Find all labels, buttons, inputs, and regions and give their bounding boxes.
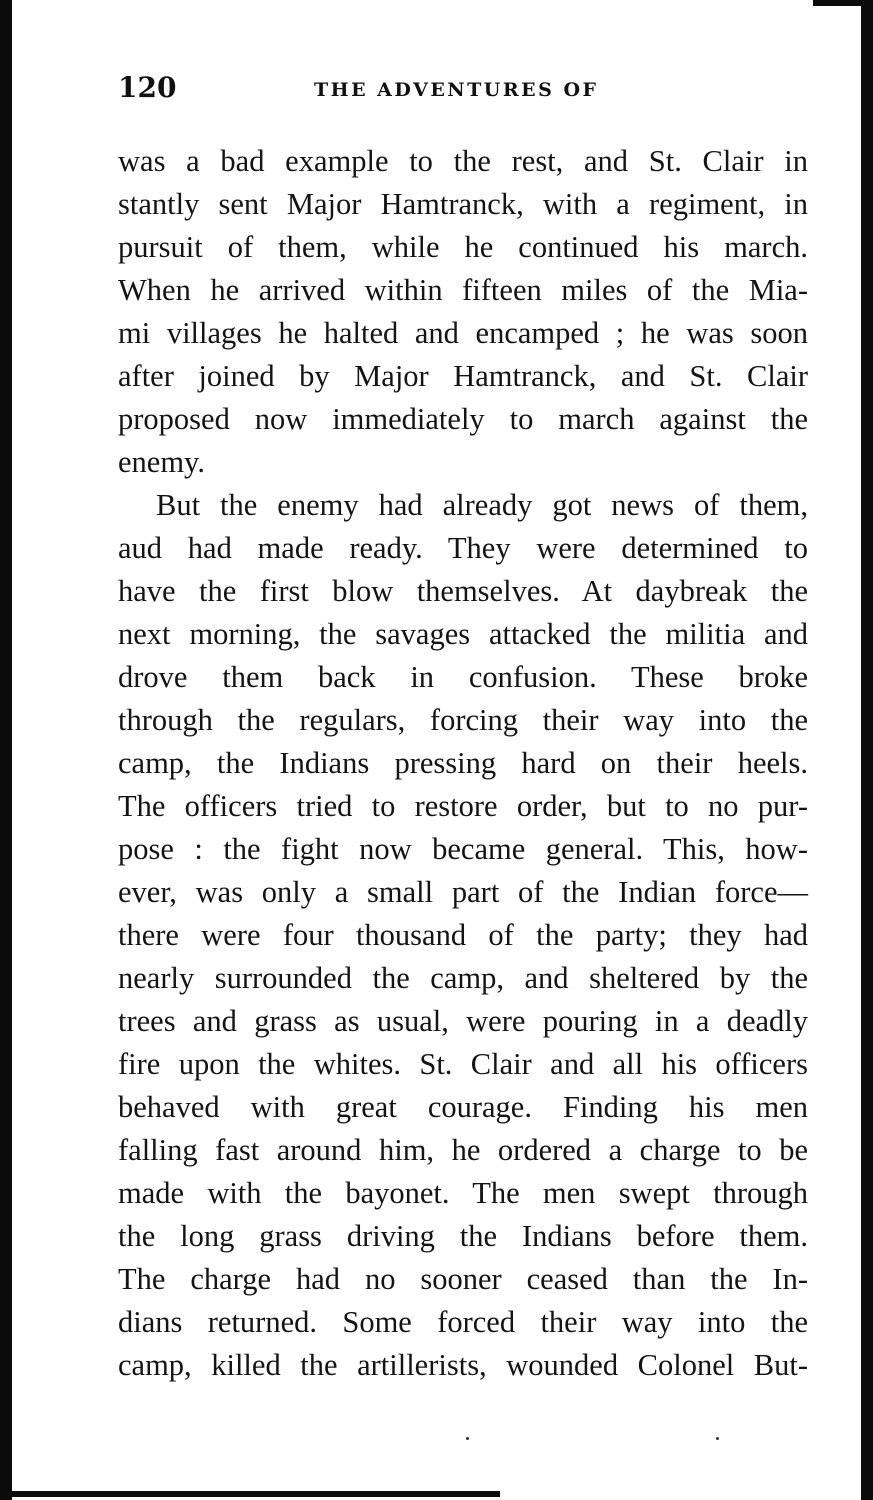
text-line: fire upon the whites. St. Clair and all his officers	[118, 1047, 808, 1081]
text-line: behaved with great courage. Finding his men	[118, 1090, 808, 1124]
text-line: ever, was only a small part of the Indian force—	[118, 875, 808, 909]
scan-border-right	[861, 0, 873, 1500]
text-line: aud had made ready. They were determined to	[118, 531, 808, 565]
text-line: camp, killed the artillerists, wounded Colonel But-	[118, 1348, 808, 1382]
text-line: was a bad example to the rest, and St. Clair in	[118, 144, 808, 178]
text-line: pose : the fight now became general. This, how-	[118, 832, 808, 866]
running-head: THE ADVENTURES OF	[314, 79, 599, 101]
text-line: there were four thousand of the party; they had	[118, 918, 808, 952]
body-text	[118, 140, 808, 1387]
scan-border-top-right	[813, 0, 873, 6]
text-line: mi villages he halted and encamped ; he was soon	[118, 316, 808, 350]
text-line: pursuit of them, while he continued his march.	[118, 230, 808, 264]
text-line: falling fast around him, he ordered a charge to be	[118, 1133, 808, 1167]
page-header	[118, 68, 808, 108]
scan-speck	[716, 1437, 719, 1440]
text-line: the long grass driving the Indians before them.	[118, 1219, 808, 1253]
text-line: have the first blow themselves. At daybreak the	[118, 574, 808, 608]
text-line: after joined by Major Hamtranck, and St. Clair	[118, 359, 808, 393]
text-line: The officers tried to restore order, but to no pur-	[118, 789, 808, 823]
text-line: next morning, the savages attacked the militia and	[118, 617, 808, 651]
text-line: trees and grass as usual, were pouring in a deadly	[118, 1004, 808, 1038]
text-line: proposed now immediately to march against the	[118, 402, 808, 436]
scan-border-left	[0, 0, 12, 1500]
text-line: dians returned. Some forced their way into the	[118, 1305, 808, 1339]
text-line: drove them back in confusion. These broke	[118, 660, 808, 694]
text-line: When he arrived within fifteen miles of the Mia-	[118, 273, 808, 307]
scan-border-bottom	[0, 1491, 500, 1497]
text-line: camp, the Indians pressing hard on their heels.	[118, 746, 808, 780]
scan-speck	[466, 1437, 469, 1440]
page-number: 120	[118, 71, 177, 104]
text-line: enemy.	[118, 445, 205, 479]
text-line: through the regulars, forcing their way into the	[118, 703, 808, 737]
text-line: stantly sent Major Hamtranck, with a regiment, in	[118, 187, 808, 221]
text-line: made with the bayonet. The men swept through	[118, 1176, 808, 1210]
text-line: But the enemy had already got news of them,	[156, 488, 808, 522]
text-line: The charge had no sooner ceased than the In-	[118, 1262, 808, 1296]
text-line: nearly surrounded the camp, and sheltered by the	[118, 961, 808, 995]
